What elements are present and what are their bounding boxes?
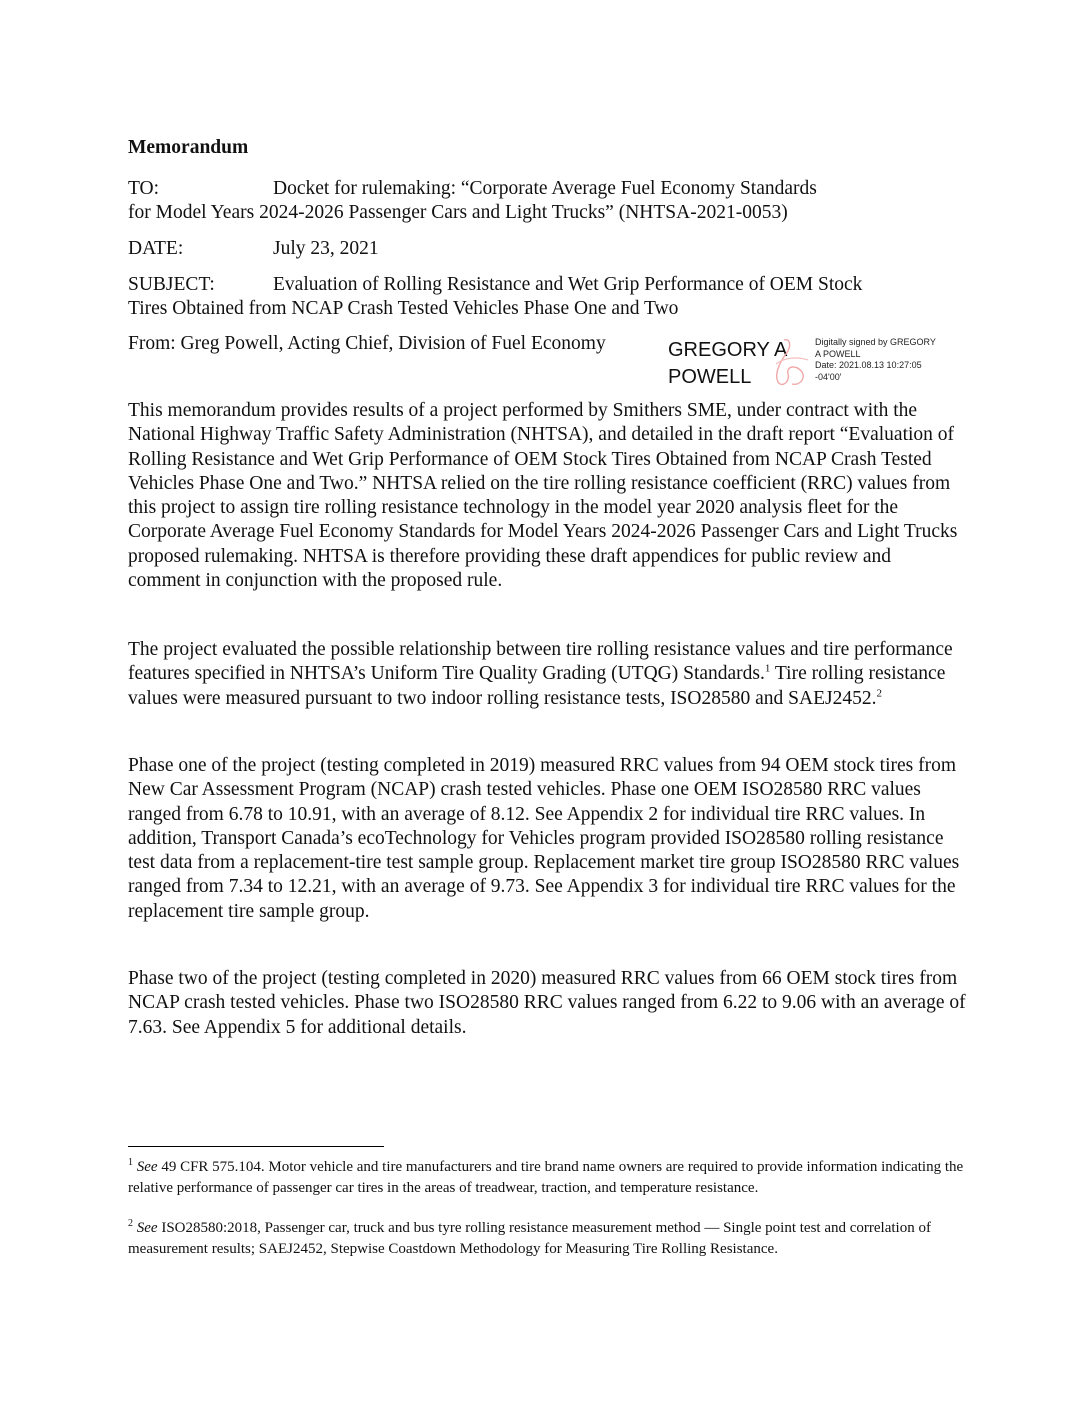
footnote-1-number: 1	[128, 1157, 133, 1168]
from-line: From: Greg Powell, Acting Chief, Division of Fuel Economy	[128, 333, 606, 354]
signature-name-line-1: GREGORY A	[668, 339, 788, 361]
footnote-2	[128, 1218, 968, 1259]
signature-name-line-2: POWELL	[668, 366, 752, 388]
date-field	[128, 237, 948, 261]
footnote-ref-1: 1	[764, 662, 771, 675]
paragraph-4	[128, 967, 968, 1040]
footnote-divider	[128, 1146, 384, 1147]
subject-label: SUBJECT:	[128, 274, 215, 295]
footnote-2-text: ISO28580:2018, Passenger car, truck and bus tyre rolling resistance measurement method — Single point test and correlation of measurement results; SAEJ2452, Stepwise Coastdown Methodology for Measuring Tire Rolling Resistance.	[128, 1220, 931, 1257]
to-line-1: Docket for rulemaking: “Corporate Average Fuel Economy Standards	[273, 178, 817, 199]
date-label: DATE:	[128, 238, 184, 259]
footnote-2-see: See	[136, 1220, 158, 1236]
subject-line-1: Evaluation of Rolling Resistance and Wet Grip Performance of OEM Stock	[273, 274, 863, 295]
subject-field	[128, 273, 948, 321]
date-value: July 23, 2021	[273, 238, 379, 259]
subject-line-2: Tires Obtained from NCAP Crash Tested Vehicles Phase One and Two	[128, 298, 679, 319]
footnote-2-number: 2	[128, 1218, 133, 1229]
paragraph-3	[128, 754, 968, 924]
signature-detail-line-2: A POWELL	[815, 348, 861, 359]
to-line-2: for Model Years 2024-2026 Passenger Cars and Light Trucks” (NHTSA-2021-0053)	[128, 202, 788, 223]
footnote-1-see: See	[136, 1159, 158, 1175]
to-field	[128, 177, 948, 225]
memo-title: Memorandum	[128, 137, 249, 158]
paragraph-2-part-a: The project evaluated the possible relationship between tire rolling resistance values and tire performance features specified in NHTSA’s Uniform Tire Quality Grading (UTQG) Standards.	[128, 639, 953, 685]
paragraph-1	[128, 399, 968, 593]
signature-details	[815, 337, 965, 383]
paragraph-1-text: This memorandum provides results of a project performed by Smithers SME, under contract with the National Highway Traffic Safety Administration (NHTSA), and detailed in the draft report “Evaluation of Rolling Resistance and Wet Grip Performance of OEM Stock Tires Obtained from NCAP Crash Tested Vehicles Phase One and Two.” NHTSA relied on the tire rolling resistance coefficient (RRC) values from this project to assign tire rolling resistance technology in the model year 2020 analysis fleet for the Corporate Average Fuel Economy Standards for Model Years 2024-2026 Passenger Cars and Light Trucks proposed rulemaking. NHTSA is therefore providing these draft appendices for public review and comment in conjunction with the proposed rule.	[128, 400, 958, 592]
signature-detail-line-1: Digitally signed by GREGORY	[815, 337, 936, 347]
paragraph-2-part-b: Tire rolling resistance values were measured pursuant to two indoor rolling resistance tests, ISO28580 and SAEJ2452.	[128, 663, 946, 709]
paragraph-2	[128, 638, 968, 711]
signature-scribble-icon	[766, 334, 814, 390]
paragraph-4-text: Phase two of the project (testing completed in 2020) measured RRC values from 66 OEM stock tires from NCAP crash tested vehicles. Phase two ISO28580 RRC values ranged from 6.22 to 9.06 with an average of 7.63. See Appendix 5 for additional details.	[128, 968, 966, 1038]
signature-detail-line-4: -04'00'	[815, 371, 842, 382]
paragraph-3-text: Phase one of the project (testing completed in 2019) measured RRC values from 94 OEM stock tires from New Car Assessment Program (NCAP) crash tested vehicles. Phase one OEM ISO28580 RRC values ranged from 6.78 to 10.91, with an average of 8.12. See Appendix 2 for individual tire RRC values. In addition, Transport Canada’s ecoTechnology for Vehicles program provided ISO28580 rolling resistance test data from a replacement-tire test sample group. Replacement market tire group ISO28580 RRC values ranged from 7.34 to 12.21, with an average of 9.73. See Appendix 3 for individual tire RRC values for the replacement tire sample group.	[128, 755, 960, 922]
paragraph-2-text	[128, 638, 968, 711]
signature-detail-line-3: Date: 2021.08.13 10:27:05	[815, 360, 922, 370]
footnote-1	[128, 1157, 968, 1198]
footnote-ref-2: 2	[876, 687, 882, 700]
to-label: TO:	[128, 178, 160, 199]
footnote-1-text: 49 CFR 575.104. Motor vehicle and tire manufacturers and tire brand name owners are required to provide information indicating the relative performance of passenger car tires in the areas of treadwear, traction, and temperature resistance.	[128, 1159, 964, 1196]
